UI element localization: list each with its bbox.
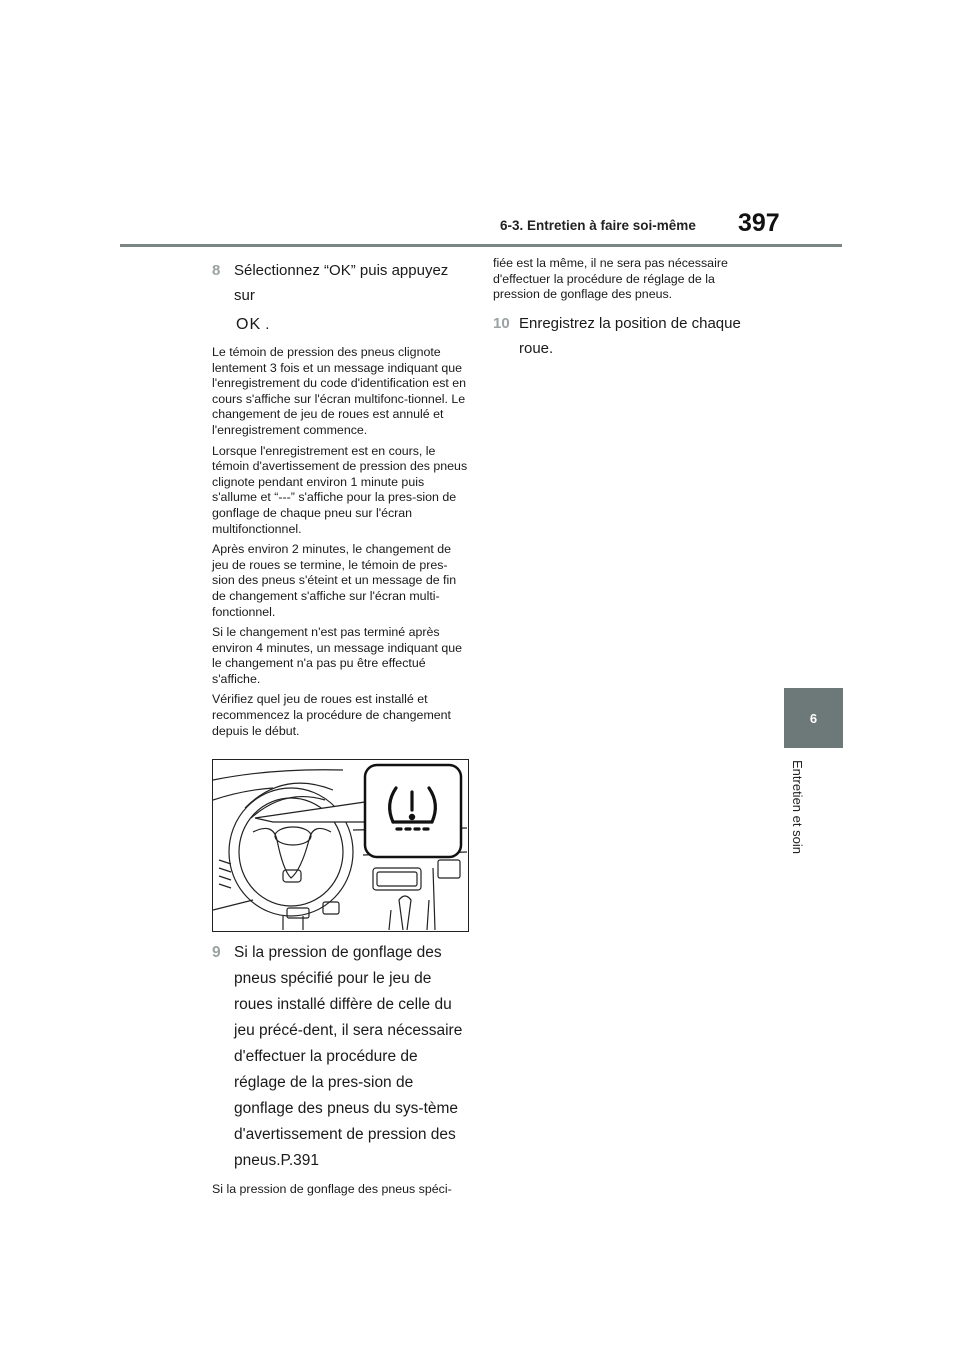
- chapter-tab: 6: [784, 688, 843, 748]
- paragraph: Si la pression de gonflage des pneus spéci-: [212, 1182, 452, 1197]
- step-text: Sélectionnez “OK” puis appuyez sur: [234, 262, 449, 304]
- paragraph: Lorsque l'enregistrement est en cours, le témoin d'avertissement de pression des pneus clignote pendant environ 1 minute puis s'allume et “---” s'affiche pour la pres-sion de gonflage de chaque pneu sur l'écran multifonctionnel.: [212, 443, 468, 536]
- ok-button-label: OK: [236, 316, 262, 333]
- step-text: Si la pression de gonflage des pneus spécifié pour le jeu de roues installé diffère de celle du jeu précé-dent, il sera nécessaire d'effectuer la procédure de réglage de la pres-sion de gonflage des pneus du sys-tème d'avertissement de pression des pneus.P.391: [234, 944, 463, 1170]
- chapter-title: Entretien et soin: [790, 760, 805, 854]
- paragraph: Si le changement n'est pas terminé après environ 4 minutes, un message indiquant que le changement n'a pas pu être effectué s'affiche.: [212, 625, 463, 686]
- header-divider: [120, 244, 842, 247]
- right-column: [493, 256, 753, 361]
- page-number: 397: [738, 209, 780, 237]
- step-number: 8: [212, 262, 221, 279]
- step-10: [493, 311, 753, 361]
- step-end: .: [265, 316, 270, 333]
- dashboard-illustration: [212, 759, 469, 932]
- paragraph: Après environ 2 minutes, le changement de jeu de roues se termine, le témoin de pres-sion des pneus s'éteint et un message de fin de changement s'affiche sur l'écran multi-fonctionnel.: [212, 542, 457, 619]
- dashboard-drawing: [213, 760, 467, 930]
- step-9: [212, 940, 470, 1174]
- step-number: 9: [212, 944, 221, 962]
- step-8: [212, 258, 470, 337]
- left-column: [212, 258, 470, 1203]
- paragraph: Le témoin de pression des pneus clignote lentement 3 fois et un message indiquant que l'enregistrement du code d'identification est en cours s'affiche sur l'écran multifonc-tionnel. Le changement de jeu de roues est annulé et l'enregistrement commence.: [212, 345, 467, 437]
- paragraph: fiée est la même, il ne sera pas nécessaire d'effectuer la procédure de réglage de la pression de gonflage des pneus.: [493, 256, 728, 302]
- step-number: 10: [493, 314, 510, 332]
- paragraph: Vérifiez quel jeu de roues est installé et recommencez la procédure de changement depuis le début.: [212, 692, 451, 738]
- step-text: Enregistrez la position de chaque roue.: [519, 314, 741, 357]
- section-title: 6-3. Entretien à faire soi-même: [500, 218, 696, 233]
